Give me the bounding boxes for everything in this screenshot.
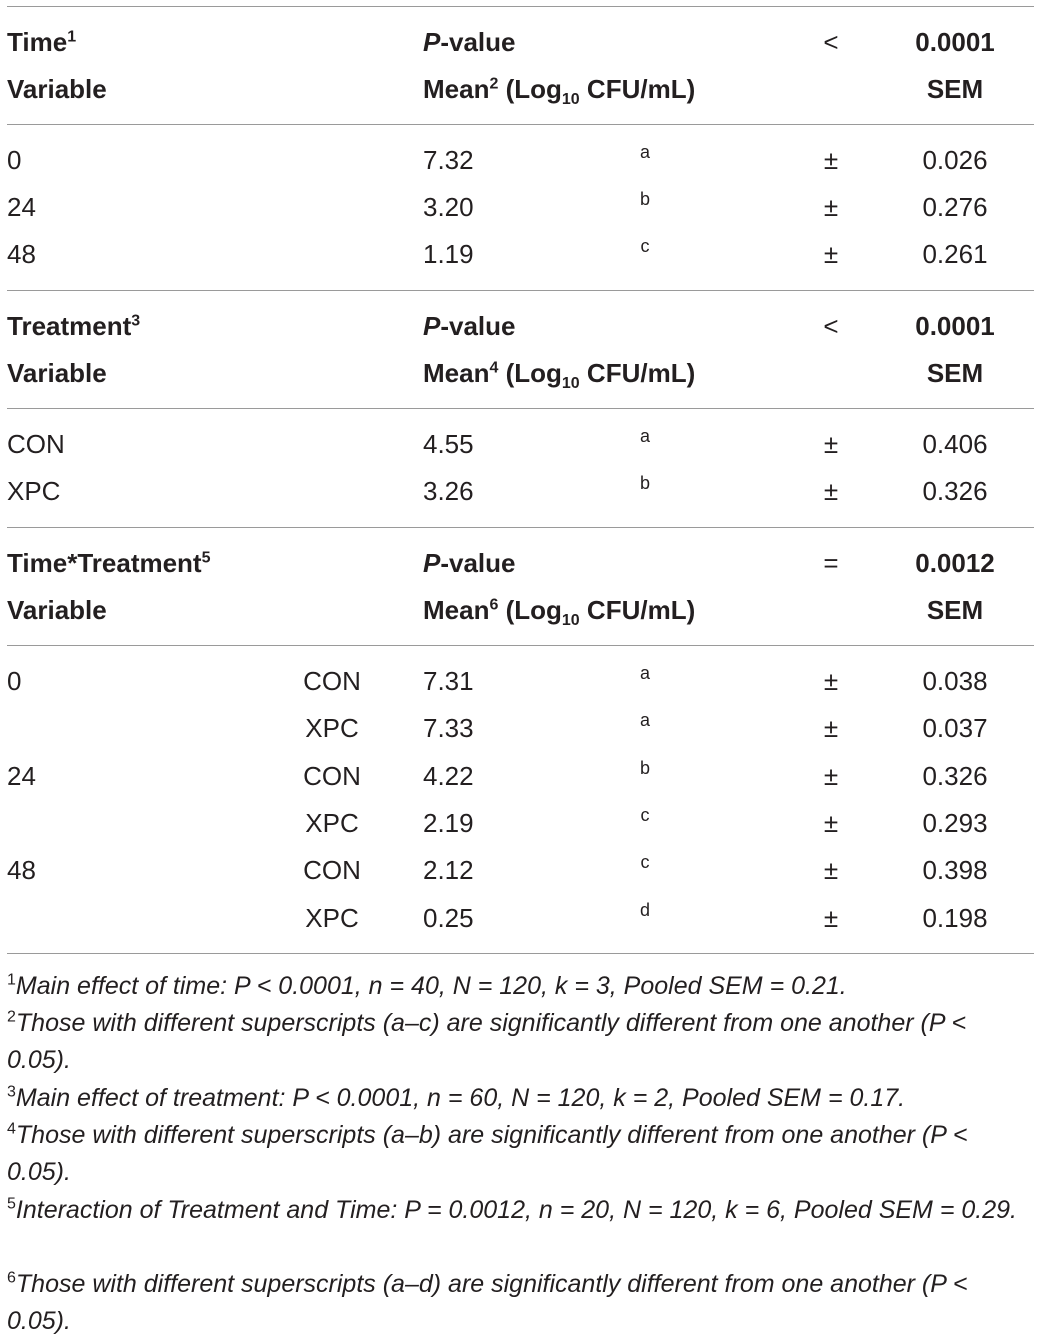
table-bottom-rule — [7, 953, 1034, 954]
significance-letter: c — [640, 805, 650, 825]
mean-header: Mean$^4$ (Log$_{10}$ CFU/mL) — [423, 358, 696, 393]
mean-cell: 3.20 — [423, 192, 474, 222]
significance-letter: a — [639, 426, 651, 446]
pvalue: 0.0001 — [915, 311, 995, 341]
sem-header: SEM — [926, 74, 984, 104]
pvalue-operator: < — [823, 311, 839, 341]
footnote-6: $^6$Those with different superscripts (a–d) are significantly different from one another (P < 0.05). — [7, 1269, 968, 1335]
sem-cell: 0.398 — [922, 855, 988, 885]
pvalue-operator: < — [823, 27, 839, 57]
plus-minus: ± — [823, 903, 839, 933]
mean-cell: 7.31 — [423, 666, 474, 696]
treatment-cell: XPC — [305, 903, 359, 933]
variable-cell: 0 — [7, 145, 22, 175]
time-cell: 24 — [7, 761, 36, 791]
variable-header: Variable — [7, 74, 107, 104]
sem-cell: 0.198 — [922, 903, 988, 933]
mean-header: Mean$^2$ (Log$_{10}$ CFU/mL) — [423, 74, 696, 109]
sem-header: SEM — [926, 358, 984, 388]
plus-minus: ± — [823, 145, 839, 175]
footnote-5: $^5$Interaction of Treatment and Time: P = 0.0012, n = 20, N = 120, k = 6, Pooled SEM = 0.29. — [7, 1195, 1017, 1224]
plus-minus: ± — [823, 713, 839, 743]
mean-header: Mean$^6$ (Log$_{10}$ CFU/mL) — [423, 595, 696, 630]
plus-minus: ± — [823, 761, 839, 791]
table-top-rule — [7, 6, 1034, 7]
footnote-3: $^3$Main effect of treatment: P < 0.0001, n = 60, N = 120, k = 2, Pooled SEM = 0.17. — [7, 1083, 906, 1112]
significance-letter: b — [639, 473, 651, 493]
treatment-cell: CON — [303, 855, 361, 885]
variable-header: Variable — [7, 595, 107, 625]
treatment-cell: XPC — [305, 713, 359, 743]
mean-cell: 2.12 — [423, 855, 474, 885]
pvalue: 0.0012 — [915, 548, 995, 578]
treatment-cell: CON — [303, 761, 361, 791]
pvalue: 0.0001 — [915, 27, 995, 57]
section-title-time: Time$^1$ — [7, 27, 77, 57]
plus-minus: ± — [823, 429, 839, 459]
pvalue-operator: = — [823, 548, 839, 578]
mean-cell: 0.25 — [423, 903, 474, 933]
plus-minus: ± — [823, 855, 839, 885]
header-rule — [7, 645, 1034, 646]
sem-cell: 0.038 — [922, 666, 988, 696]
pvalue-label: P-value — [423, 548, 516, 578]
significance-letter: c — [640, 236, 650, 256]
plus-minus: ± — [823, 666, 839, 696]
section-rule — [7, 527, 1034, 528]
sem-header: SEM — [926, 595, 984, 625]
mean-cell: 7.32 — [423, 145, 474, 175]
treatment-cell: XPC — [305, 808, 359, 838]
section-title-interaction: Time*Treatment$^5$ — [7, 548, 211, 578]
pvalue-label: P-value — [423, 311, 516, 341]
plus-minus: ± — [823, 808, 839, 838]
significance-letter: d — [639, 900, 651, 920]
sem-cell: 0.326 — [922, 476, 988, 506]
plus-minus: ± — [823, 239, 839, 269]
variable-cell: CON — [7, 429, 65, 459]
significance-letter: c — [640, 852, 650, 872]
sem-cell: 0.026 — [922, 145, 988, 175]
section-rule — [7, 290, 1034, 291]
sem-cell: 0.037 — [922, 713, 988, 743]
time-cell: 0 — [7, 666, 22, 696]
mean-cell: 1.19 — [423, 239, 474, 269]
sem-cell: 0.406 — [922, 429, 988, 459]
sem-cell: 0.326 — [922, 761, 988, 791]
sem-cell: 0.276 — [922, 192, 988, 222]
mean-cell: 3.26 — [423, 476, 474, 506]
mean-cell: 4.55 — [423, 429, 474, 459]
footnote-2: $^2$Those with different superscripts (a–c) are significantly different from one another (P < 0.05). — [7, 1008, 967, 1074]
variable-cell: 48 — [7, 239, 36, 269]
significance-letter: b — [639, 189, 651, 209]
header-rule — [7, 408, 1034, 409]
sem-cell: 0.261 — [922, 239, 988, 269]
plus-minus: ± — [823, 476, 839, 506]
significance-letter: b — [639, 758, 651, 778]
pvalue-label: P-value — [423, 27, 516, 57]
mean-cell: 7.33 — [423, 713, 474, 743]
footnote-4: $^4$Those with different superscripts (a–b) are significantly different from one another (P < 0.05). — [7, 1120, 968, 1186]
mean-cell: 4.22 — [423, 761, 474, 791]
significance-letter: a — [639, 710, 651, 730]
variable-header: Variable — [7, 358, 107, 388]
mean-cell: 2.19 — [423, 808, 474, 838]
footnote-1: $^1$Main effect of time: P < 0.0001, n = 40, N = 120, k = 3, Pooled SEM = 0.21. — [7, 971, 847, 1000]
variable-cell: XPC — [7, 476, 61, 506]
sem-cell: 0.293 — [922, 808, 988, 838]
variable-cell: 24 — [7, 192, 36, 222]
significance-letter: a — [639, 142, 651, 162]
header-rule — [7, 124, 1034, 125]
plus-minus: ± — [823, 192, 839, 222]
time-cell: 48 — [7, 855, 36, 885]
significance-letter: a — [639, 663, 651, 683]
treatment-cell: CON — [303, 666, 361, 696]
section-title-treatment: Treatment$^3$ — [7, 311, 141, 341]
